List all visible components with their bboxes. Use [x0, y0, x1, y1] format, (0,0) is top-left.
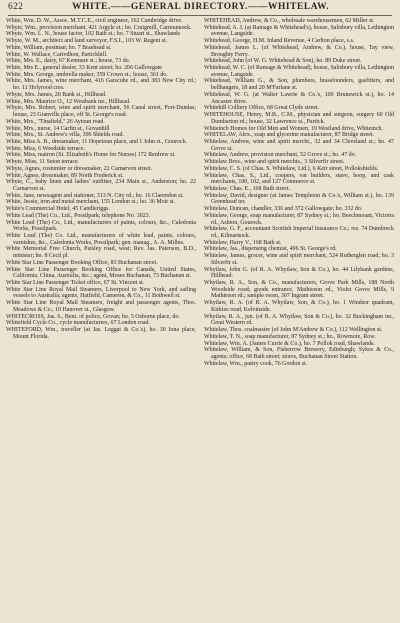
directory-entry: White Lead (The) Co., Ltd., Possilpark; telephone No. 3023. [6, 212, 151, 219]
directory-entry: White, Mrs., nurse, 14 Carfin st., Govanhill [6, 125, 110, 132]
directory-entry: White, Mrs E., general dealer, 33 Kent street; ho. 206 Gallowgate [6, 65, 162, 72]
directory-entry: Whitehead, John (of W. G. Whitehead & Son), ho. 89 Duke street. [204, 58, 362, 65]
directory-entry: White Memorial Free Church, Paisley road, west; Rev. Jas. Paterson, B.D., minister; ho. 8 Cecil pl. [6, 246, 196, 260]
directory-entry: White, Mrs., "Tinafield," 26 Aytoun road. [6, 118, 105, 125]
directory-entry: WHITEHEAD, Andrew, & Co., wholesale warehousemen, 62 Miller st. [204, 18, 375, 24]
directory-entry: Whytlaw, R. A. (of R. A. Whytlaw, Son, & Co.), ho. 1 Windsor quadrant, Kirklee road, Kelvinside. [204, 300, 394, 313]
directory-entry: Whytlaw, R. A., Son, & Co., manufacturers, Grove Park Mills, 188 North Woodside road; goods entrance, Mathieson rd., Violet Grove Mills, 9 Mathieson rd.; sample room, 307 Ingram street. [204, 280, 394, 300]
directory-entry: White's Commercial Hotel, 45 Candleriggs. [6, 206, 110, 213]
directory-entry: Whitelaw, Andrew, provision merchant, 52 Grove st.; ho. 47 do. [204, 152, 357, 159]
directory-entry: Whitelaw, T. N., soap manufacturer, 87 Sydney st.; ho., Rowmore, Row. [204, 333, 376, 340]
directory-entry: Whitelaw, Wm. A. (James Currie & Co.), ho. 7 Pollok road, Shawlands. [204, 340, 375, 347]
directory-entry: White, Jane, newsagent and stationer, 313 N. City rd.; ho. 16 Clarendon st. [6, 192, 184, 199]
directory-entry: Whiteinch Homes for Old Men and Women, 19 Westland drive, Whiteinch. [204, 125, 383, 132]
directory-entry: Whitelaw, G. F., accountant Scottish Imperial Insurance Co.; res. 74 Dumbreck rd., Kilmarnock. [204, 226, 394, 239]
directory-entry: WHITECROSS, Jas. S., Bent. of police, Govan; ho. 5 Osborne place, do. [6, 313, 180, 320]
directory-entry: Whitelaw, Chas. S., Ltd., coopers, vat builders, stave, hoop, and cask merchants, 100, 102, and 127 Commerce st. [204, 172, 394, 186]
directory-entry: White, Mrs. George, umbrella maker, 359 Crown st.; house, 361 do. [6, 71, 168, 78]
directory-entry: White, Jessie, iron and metal merchant, 155 London st.; ho. 36 Moir st. [6, 199, 176, 206]
directory-entry: White Star Line Passenger Booking Office, 83 Buchanan street. [6, 259, 158, 266]
directory-entry: Whytlaw, R. A., jun. (of R. A. Whytlaw, Son & Co.), ho. 32 Buckingham ter., Great Western rd. [204, 313, 394, 327]
directory-entry: White Lead (The) Co., Ltd., manufacturers of paints, colours, &c., Caledonia Works, Possilpark. [6, 219, 196, 233]
directory-entry: White Lead (The) Co. Ltd., manufacturers of white lead, paints, colours, varnishes, &c., Caledonia Works, Possilpark; gen. manag., A. A. Millns. [6, 233, 196, 246]
page-title: WHITE.——GENERAL DIRECTORY.——WHITELAW. [72, 2, 330, 12]
directory-entry: Whyte, Mrs. Robert, wine and spirit merchant, 56 Canal street, Port-Dundas; house, 23 Granville place, off St. George's road. [6, 105, 196, 119]
directory-entry: WHITELAW, Alex., soap and glycerine manufacturer, 87 Bridge street. [204, 132, 375, 139]
directory-entry: Whitelaw, William, & Son, Fisherrow Brewery, Edinburgh; Sykes & Co., agents; office, 68 Bath street; stores, Buchanan Street Station. [204, 347, 394, 360]
directory-entry: White, Miss, 6 Woodside terrace. [6, 145, 86, 152]
directory-entry: Whyte, Agnes, costumier or dressmaker, 22 Carnarvon street. [6, 165, 153, 172]
directory-entry: Whyte, Miss, 11 Seton terrace. [6, 159, 80, 166]
directory-entry: Whitelaw, C. S. (of Chas. S. Whitelaw, Ltd.), 6 Keir street, Pollokshields. [204, 165, 379, 172]
directory-entry: Whitehill Colliery Office, 68 Great Clyde street. [204, 105, 319, 112]
directory-entry: White, Miss, matron (St. Elizabeth's Home for Nurses) 172 Renfrew st. [6, 152, 176, 159]
page-number: 622 [8, 2, 24, 12]
directory-entry: Whitelaw, Thos. coalmaster (of John M'Andrew & Co.), 112 Wellington st. [204, 327, 383, 334]
directory-entry: Whyte, Wm., provision merchant, 421 Argyle st.; ho. Craigmill, Carmunnock. [6, 24, 192, 31]
page-header [8, 2, 392, 16]
right-column [204, 18, 394, 367]
directory-entry: Whitelaw, Jas., dispensing chemist, 496 St. George's rd. [204, 246, 337, 253]
directory-entry: White Star Line Passenger Ticket office, 67 St. Vincent st. [6, 280, 145, 287]
directory-entry: Whitelaw, David, designer (at James Templeton & Co.'s, William st.), ho. 139 Greenhead ter. [204, 192, 394, 206]
directory-entry: Whyte, Mrs. James, 20 Bank st., Hillhead. [6, 91, 107, 98]
directory-entry: Whitehead, W. C. (of Ramage & Whitehead), house, Salisbury villa, Lethington avenue, Langside. [204, 65, 394, 78]
directory-entry: Whitehead, W. G. (at Walter Lawrie & Co.'s, 100 Brunswick st.), ho. 14 Ancaster drive. [204, 91, 394, 105]
directory-entry: WHITEFORD, Wm., traveller (at Jas. Leggat & Co.'s), ho. 30 Iona place, Mount Florida. [6, 327, 196, 340]
directory-entry: White, William, postman; ho. 7 Braehead st. [6, 44, 112, 51]
directory-entry: White, Mrs. E., dairy, 67 Kenmure st.; house, 73 do. [6, 58, 131, 65]
directory-entry: Whyte, W. M., architect and land surveyor, F.S.I., 103 W. Regent st. [6, 38, 168, 45]
directory-entry: White Star Line Royal Mail Steamers, freight and passenger agents, Thos. Meadows & Co., 10 Hanover st., Glasgow. [6, 300, 196, 313]
directory-entry: Whitehead, William G., & Son, plumbers, brassfounders, gasfitters, and bellhangers, 18 and 20 M'Farlane st. [204, 78, 394, 92]
directory-entry: Whitelaw, Andrew, wine and spirit mercht., 32 and 34 Cleveland st.; ho. 47 Grove st. [204, 138, 394, 152]
directory-entry: Whitehead, A. J. (at Ramage & Whitehead's), house, Salisbury villa, Lethington avenue, Langside. [204, 24, 394, 38]
directory-entry: Whitehead, George, H.M. Inland Revenue, 4 Carlton place, s.s. [204, 38, 355, 45]
directory-entry: White, Agnes, dressmaker, 89 North Frederick st. [6, 172, 124, 179]
directory-columns [6, 18, 394, 367]
directory-entry: Whitelaw, Harry V., 168 Bath st. [204, 239, 282, 246]
directory-entry: Whitefield Cycle Co., cycle manufacturers, 67 London road. [6, 320, 150, 327]
directory-entry: Whytlaw, John G. (of R. A. Whytlaw, Son & Co.), ho. 44 Lilybank gardens, Hillhead. [204, 266, 394, 280]
directory-entry: Whitehead, James L. (of Whitehead, Andrew, & Co.), house, Tay view, Broughty Ferry. [204, 44, 394, 58]
directory-entry: White, Miss A. B., dressmaker, 11 Hopetoun place, and 1 John st., Gourock. [6, 138, 188, 145]
directory-entry: Whyte, C., baby linen and ladies' outfitter, 234 Main st., Anderston; ho. 22 Carnarvon st. [6, 179, 196, 192]
directory-entry: Whitelaw, Chas. E., 168 Bath street. [204, 185, 291, 192]
left-column [6, 18, 196, 367]
directory-entry: White, Mrs. Maurice O., 12 Westbank ter., Hillhead. [6, 98, 131, 105]
directory-entry: Whitelaw, James, grocer, wine and spirit merchant, 524 Rutherglen road; ho. 3 Silverfir st. [204, 253, 394, 266]
directory-entry: White, Wm. D. W., Assoc. M.T.C.E., civil engineer, 162 Cambridge drive. [6, 18, 183, 24]
directory-entry: WHITEHOUSE, Henry, M.B., C.M., physician and surgeon, surgery 60 Old Dumbarton rd.; house, 32 Lawrence st., Partick. [204, 112, 394, 125]
directory-entry: White Star Line Royal Mail Steamers, Liverpool to New York, and sailing vessels to Australia; agents, Hatfield, Cameron, & Co., 11 Bothwell st. [6, 286, 196, 300]
directory-entry: White, Mrs., St. Andrew's villa, 396 Shields road. [6, 132, 124, 139]
directory-entry: Whitelaw, Wm., pastry cook, 76 Gordon st. [204, 360, 308, 367]
directory-entry: Whyte, Wm. L. N., house factor, 102 Bath st.; ho. 7 Stuart st., Shawlands [6, 31, 180, 38]
directory-entry: White Star Line Passenger Booking Office for Canada, United States, California, China, Australia, &c.; agent, Moses Buchanan, 73 Buchanan st. [6, 266, 196, 280]
directory-entry: White, W. Wallace, Cartvdhon, Partickhill. [6, 51, 108, 58]
directory-entry: White, Mrs. James, wine merchant, 416 Garscube rd., and 383 New City rd.; ho. 11 Holyrood cres. [6, 78, 196, 92]
directory-entry: Whitelaw, Duncan, chandler, 336 and 372 Gallowgate; ho. 332 do. [204, 206, 363, 213]
directory-entry: Whitelaw Bros., wine and spirit merchts., 3 Silverfir street. [204, 159, 345, 166]
directory-entry: Whitelaw, George, soap manufacturer, 87 Sydney st.; ho. Beechmount, Victoria rd., Ashton, Gourock. [204, 212, 394, 226]
